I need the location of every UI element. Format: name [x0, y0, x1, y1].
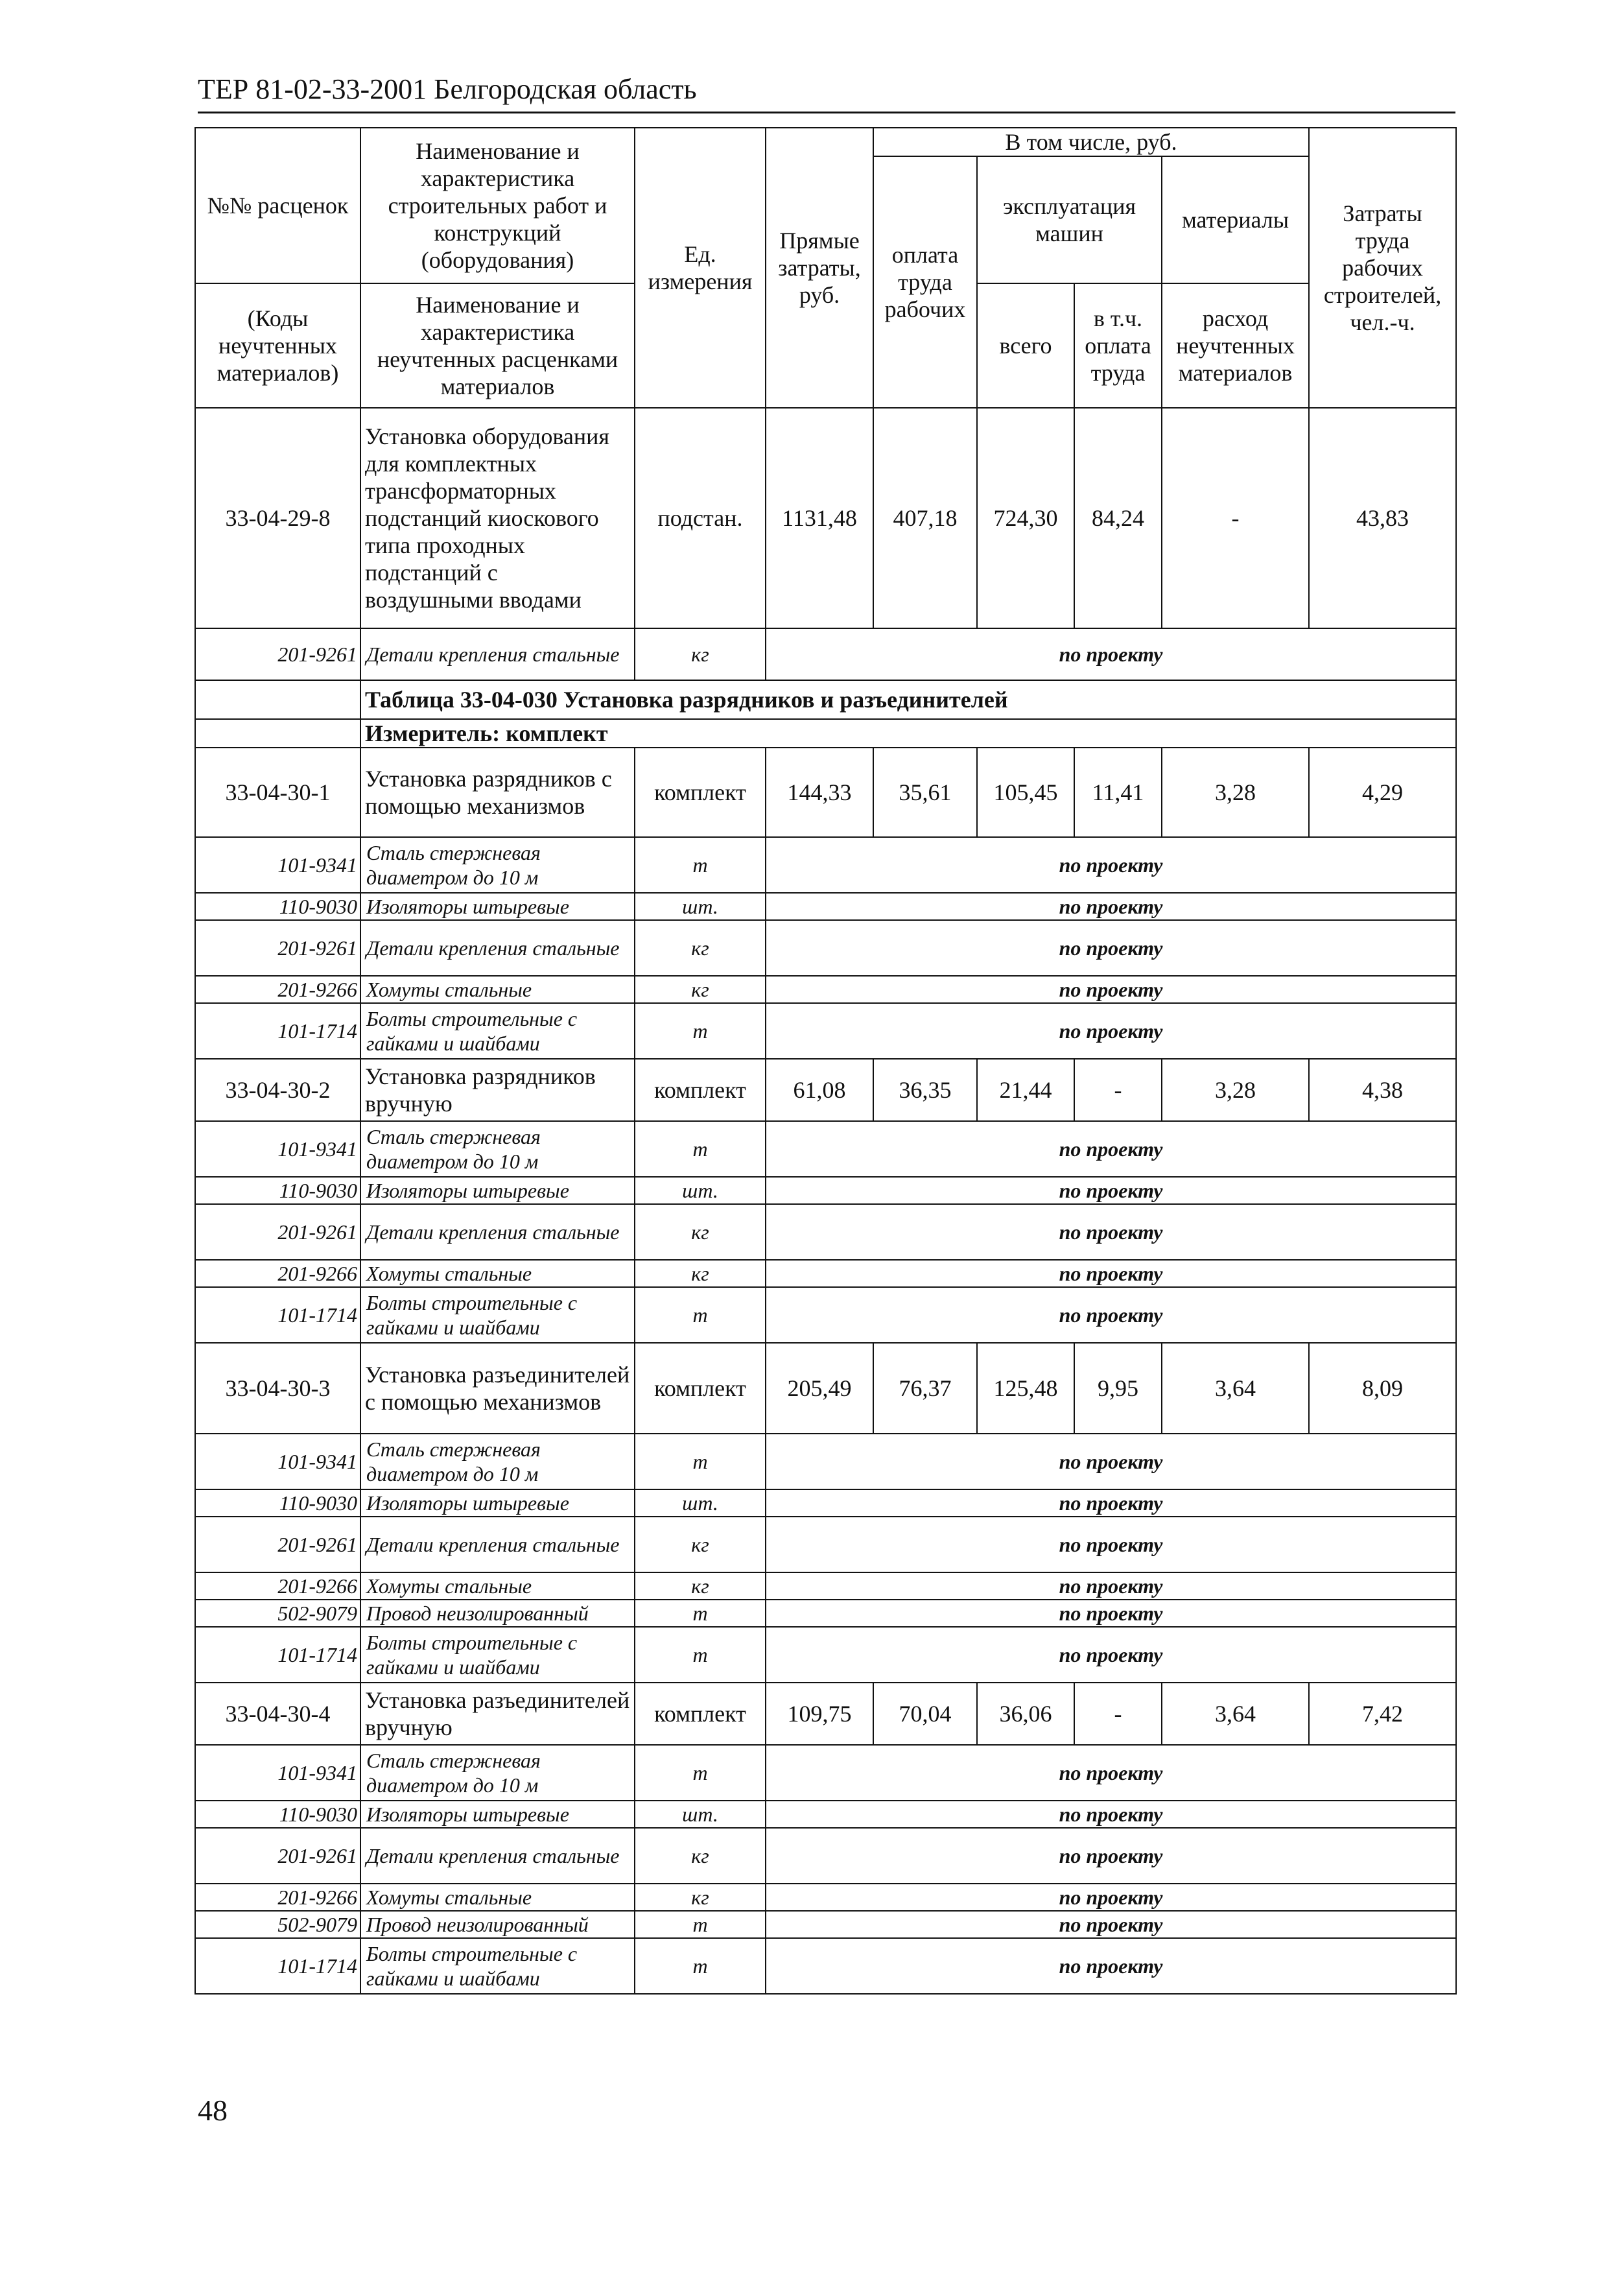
page-number: 48 [198, 2094, 228, 2127]
material-unit: кг [635, 920, 766, 976]
material-unit: т [635, 1003, 766, 1059]
rate-labor-pay: 35,61 [873, 748, 977, 837]
material-value: по проекту [766, 1260, 1456, 1287]
material-row [195, 1287, 1456, 1343]
rate-row [195, 1683, 1456, 1745]
rate-machines: 21,44 [977, 1059, 1074, 1121]
rate-materials: - [1162, 408, 1309, 628]
rate-machines-pay: 11,41 [1074, 748, 1162, 837]
material-code: 101-1714 [195, 1003, 360, 1059]
rate-machines-pay: 9,95 [1074, 1343, 1162, 1434]
rate-row [195, 408, 1456, 628]
col-labor-header: Затраты труда рабочих строителей, чел.-ч. [1309, 128, 1456, 408]
material-row [195, 1600, 1456, 1627]
material-code: 110-9030 [195, 893, 360, 920]
rate-labor-pay: 76,37 [873, 1343, 977, 1434]
material-name: Хомуты стальные [360, 976, 635, 1003]
material-value: по проекту [766, 628, 1456, 680]
rate-unit: подстан. [635, 408, 766, 628]
material-code: 201-9261 [195, 1828, 360, 1884]
rate-labor: 4,29 [1309, 748, 1456, 837]
material-row [195, 1745, 1456, 1801]
material-code: 201-9266 [195, 1884, 360, 1911]
material-code: 502-9079 [195, 1600, 360, 1627]
rate-unit: комплект [635, 748, 766, 837]
material-value: по проекту [766, 1801, 1456, 1828]
rate-labor-pay: 70,04 [873, 1683, 977, 1745]
col-unit-header: Ед. измерения [635, 128, 766, 408]
material-code: 101-1714 [195, 1938, 360, 1994]
rate-machines: 36,06 [977, 1683, 1074, 1745]
col-direct-header: Прямые затраты, руб. [766, 128, 873, 408]
material-value: по проекту [766, 1287, 1456, 1343]
material-value: по проекту [766, 1828, 1456, 1884]
material-value: по проекту [766, 1434, 1456, 1489]
material-name: Изоляторы штыревые [360, 1801, 635, 1828]
material-row [195, 1489, 1456, 1517]
material-value: по проекту [766, 893, 1456, 920]
material-row [195, 837, 1456, 893]
material-code: 201-9261 [195, 1204, 360, 1260]
material-code: 101-1714 [195, 1627, 360, 1683]
material-row [195, 976, 1456, 1003]
material-row [195, 893, 1456, 920]
material-row [195, 1911, 1456, 1938]
rate-name: Установка разрядников с помощью механизмов [360, 748, 635, 837]
material-value: по проекту [766, 1572, 1456, 1600]
material-value: по проекту [766, 837, 1456, 893]
rate-machines: 724,30 [977, 408, 1074, 628]
rate-labor-pay: 36,35 [873, 1059, 977, 1121]
material-value: по проекту [766, 1177, 1456, 1204]
material-code: 201-9266 [195, 1572, 360, 1600]
material-code: 110-9030 [195, 1489, 360, 1517]
material-unit: т [635, 1627, 766, 1683]
material-name: Болты строительные с гайками и шайбами [360, 1003, 635, 1059]
material-code: 110-9030 [195, 1177, 360, 1204]
rate-machines-pay: - [1074, 1059, 1162, 1121]
material-name: Детали крепления стальные [360, 1828, 635, 1884]
rate-code: 33-04-30-1 [195, 748, 360, 837]
measure-label: Измеритель: комплект [360, 719, 1456, 748]
material-unit: кг [635, 1884, 766, 1911]
material-value: по проекту [766, 1938, 1456, 1994]
material-name: Болты строительные с гайками и шайбами [360, 1627, 635, 1683]
rate-row [195, 748, 1456, 837]
material-code: 101-9341 [195, 837, 360, 893]
rate-row [195, 1059, 1456, 1121]
rate-direct: 1131,48 [766, 408, 873, 628]
rate-code: 33-04-30-3 [195, 1343, 360, 1434]
material-code: 201-9266 [195, 1260, 360, 1287]
material-code: 201-9261 [195, 1517, 360, 1572]
material-row [195, 1517, 1456, 1572]
rate-machines: 125,48 [977, 1343, 1074, 1434]
material-value: по проекту [766, 920, 1456, 976]
col-code-header: №№ расценок [195, 128, 360, 283]
material-value: по проекту [766, 1204, 1456, 1260]
material-row [195, 1204, 1456, 1260]
material-unit: кг [635, 1572, 766, 1600]
material-unit: кг [635, 628, 766, 680]
rate-machines: 105,45 [977, 748, 1074, 837]
rate-machines-pay: - [1074, 1683, 1162, 1745]
material-unit: кг [635, 1828, 766, 1884]
rate-code: 33-04-30-2 [195, 1059, 360, 1121]
col-labor-pay-header: оплата труда рабочих [873, 156, 977, 408]
material-row [195, 1801, 1456, 1828]
rate-unit: комплект [635, 1683, 766, 1745]
material-value: по проекту [766, 1627, 1456, 1683]
rate-labor: 8,09 [1309, 1343, 1456, 1434]
rate-name: Установка разрядников вручную [360, 1059, 635, 1121]
rate-name: Установка разъединителей вручную [360, 1683, 635, 1745]
rate-materials: 3,64 [1162, 1683, 1309, 1745]
material-value: по проекту [766, 1745, 1456, 1801]
material-name: Болты строительные с гайками и шайбами [360, 1287, 635, 1343]
material-name: Провод неизолированный [360, 1911, 635, 1938]
material-row [195, 628, 1456, 680]
material-name: Сталь стержневая диаметром до 10 м [360, 1121, 635, 1177]
material-row [195, 1177, 1456, 1204]
material-unit: т [635, 837, 766, 893]
material-name: Детали крепления стальные [360, 1204, 635, 1260]
material-code: 101-1714 [195, 1287, 360, 1343]
material-value: по проекту [766, 1489, 1456, 1517]
col-name-header: Наименование и характеристика строительных работ и конструкций (оборудования) [360, 128, 635, 283]
material-row [195, 1938, 1456, 1994]
material-row [195, 1434, 1456, 1489]
rate-labor-pay: 407,18 [873, 408, 977, 628]
material-name: Изоляторы штыревые [360, 1177, 635, 1204]
material-value: по проекту [766, 976, 1456, 1003]
rate-direct: 109,75 [766, 1683, 873, 1745]
rate-labor: 4,38 [1309, 1059, 1456, 1121]
page-header [198, 70, 1455, 113]
material-unit: т [635, 1745, 766, 1801]
material-row [195, 1627, 1456, 1683]
material-name: Болты строительные с гайками и шайбами [360, 1938, 635, 1994]
measure-row [195, 719, 1456, 748]
material-code: 110-9030 [195, 1801, 360, 1828]
material-name: Хомуты стальные [360, 1884, 635, 1911]
material-row [195, 1121, 1456, 1177]
material-row [195, 1260, 1456, 1287]
material-unit: шт. [635, 1489, 766, 1517]
rate-machines-pay: 84,24 [1074, 408, 1162, 628]
material-name: Изоляторы штыревые [360, 1489, 635, 1517]
material-unit: кг [635, 1204, 766, 1260]
material-name: Сталь стержневая диаметром до 10 м [360, 837, 635, 893]
material-value: по проекту [766, 1003, 1456, 1059]
material-name: Сталь стержневая диаметром до 10 м [360, 1745, 635, 1801]
material-unit: т [635, 1938, 766, 1994]
material-unit: т [635, 1121, 766, 1177]
material-value: по проекту [766, 1884, 1456, 1911]
material-unit: т [635, 1287, 766, 1343]
material-row [195, 1884, 1456, 1911]
rate-direct: 144,33 [766, 748, 873, 837]
page-header-title: ТЕР 81-02-33-2001 Белгородская область [198, 73, 697, 105]
material-unit: шт. [635, 1801, 766, 1828]
rate-materials: 3,28 [1162, 1059, 1309, 1121]
rate-materials: 3,28 [1162, 748, 1309, 837]
material-code: 201-9261 [195, 628, 360, 680]
material-code: 101-9341 [195, 1121, 360, 1177]
rates-table [194, 127, 1457, 1995]
material-unit: шт. [635, 893, 766, 920]
rate-code: 33-04-30-4 [195, 1683, 360, 1745]
material-row [195, 1003, 1456, 1059]
material-row [195, 1828, 1456, 1884]
material-name: Детали крепления стальные [360, 1517, 635, 1572]
rate-code: 33-04-29-8 [195, 408, 360, 628]
material-value: по проекту [766, 1517, 1456, 1572]
material-unit: шт. [635, 1177, 766, 1204]
col-mat-code-header: (Коды неучтенных материалов) [195, 283, 360, 408]
col-mat-name-header: Наименование и характеристика неучтенных расценками материалов [360, 283, 635, 408]
material-code: 201-9261 [195, 920, 360, 976]
material-name: Провод неизолированный [360, 1600, 635, 1627]
col-materials-header: материалы [1162, 156, 1309, 283]
material-unit: кг [635, 1260, 766, 1287]
material-name: Хомуты стальные [360, 1260, 635, 1287]
material-unit: кг [635, 976, 766, 1003]
col-machines-header: эксплуатация машин [977, 156, 1162, 283]
col-mach-pay-header: в т.ч. оплата труда [1074, 283, 1162, 408]
material-value: по проекту [766, 1600, 1456, 1627]
material-name: Хомуты стальные [360, 1572, 635, 1600]
rate-name: Установка оборудования для комплектных трансформаторных подстанций киоскового типа проходных подстанций с воздушными вводами [360, 408, 635, 628]
col-mach-total-header: всего [977, 283, 1074, 408]
material-name: Детали крепления стальные [360, 628, 635, 680]
material-value: по проекту [766, 1121, 1456, 1177]
rate-labor: 7,42 [1309, 1683, 1456, 1745]
material-unit: т [635, 1600, 766, 1627]
rate-row [195, 1343, 1456, 1434]
material-row [195, 1572, 1456, 1600]
material-unit: т [635, 1434, 766, 1489]
rate-direct: 205,49 [766, 1343, 873, 1434]
material-code: 201-9266 [195, 976, 360, 1003]
material-unit: кг [635, 1517, 766, 1572]
material-name: Детали крепления стальные [360, 920, 635, 976]
rate-labor: 43,83 [1309, 408, 1456, 628]
col-mat-use-header: расход неучтенных материалов [1162, 283, 1309, 408]
material-code: 101-9341 [195, 1434, 360, 1489]
material-code: 502-9079 [195, 1911, 360, 1938]
rate-name: Установка разъединителей с помощью механизмов [360, 1343, 635, 1434]
material-unit: т [635, 1911, 766, 1938]
col-incl-header: В том числе, руб. [873, 128, 1309, 156]
material-row [195, 920, 1456, 976]
rate-unit: комплект [635, 1343, 766, 1434]
material-value: по проекту [766, 1911, 1456, 1938]
header-row-1 [195, 128, 1456, 156]
rate-materials: 3,64 [1162, 1343, 1309, 1434]
material-code: 101-9341 [195, 1745, 360, 1801]
table-title: Таблица 33-04-030 Установка разрядников и разъединителей [360, 680, 1456, 719]
material-name: Изоляторы штыревые [360, 893, 635, 920]
rate-direct: 61,08 [766, 1059, 873, 1121]
rate-unit: комплект [635, 1059, 766, 1121]
material-name: Сталь стержневая диаметром до 10 м [360, 1434, 635, 1489]
table-title-row [195, 680, 1456, 719]
